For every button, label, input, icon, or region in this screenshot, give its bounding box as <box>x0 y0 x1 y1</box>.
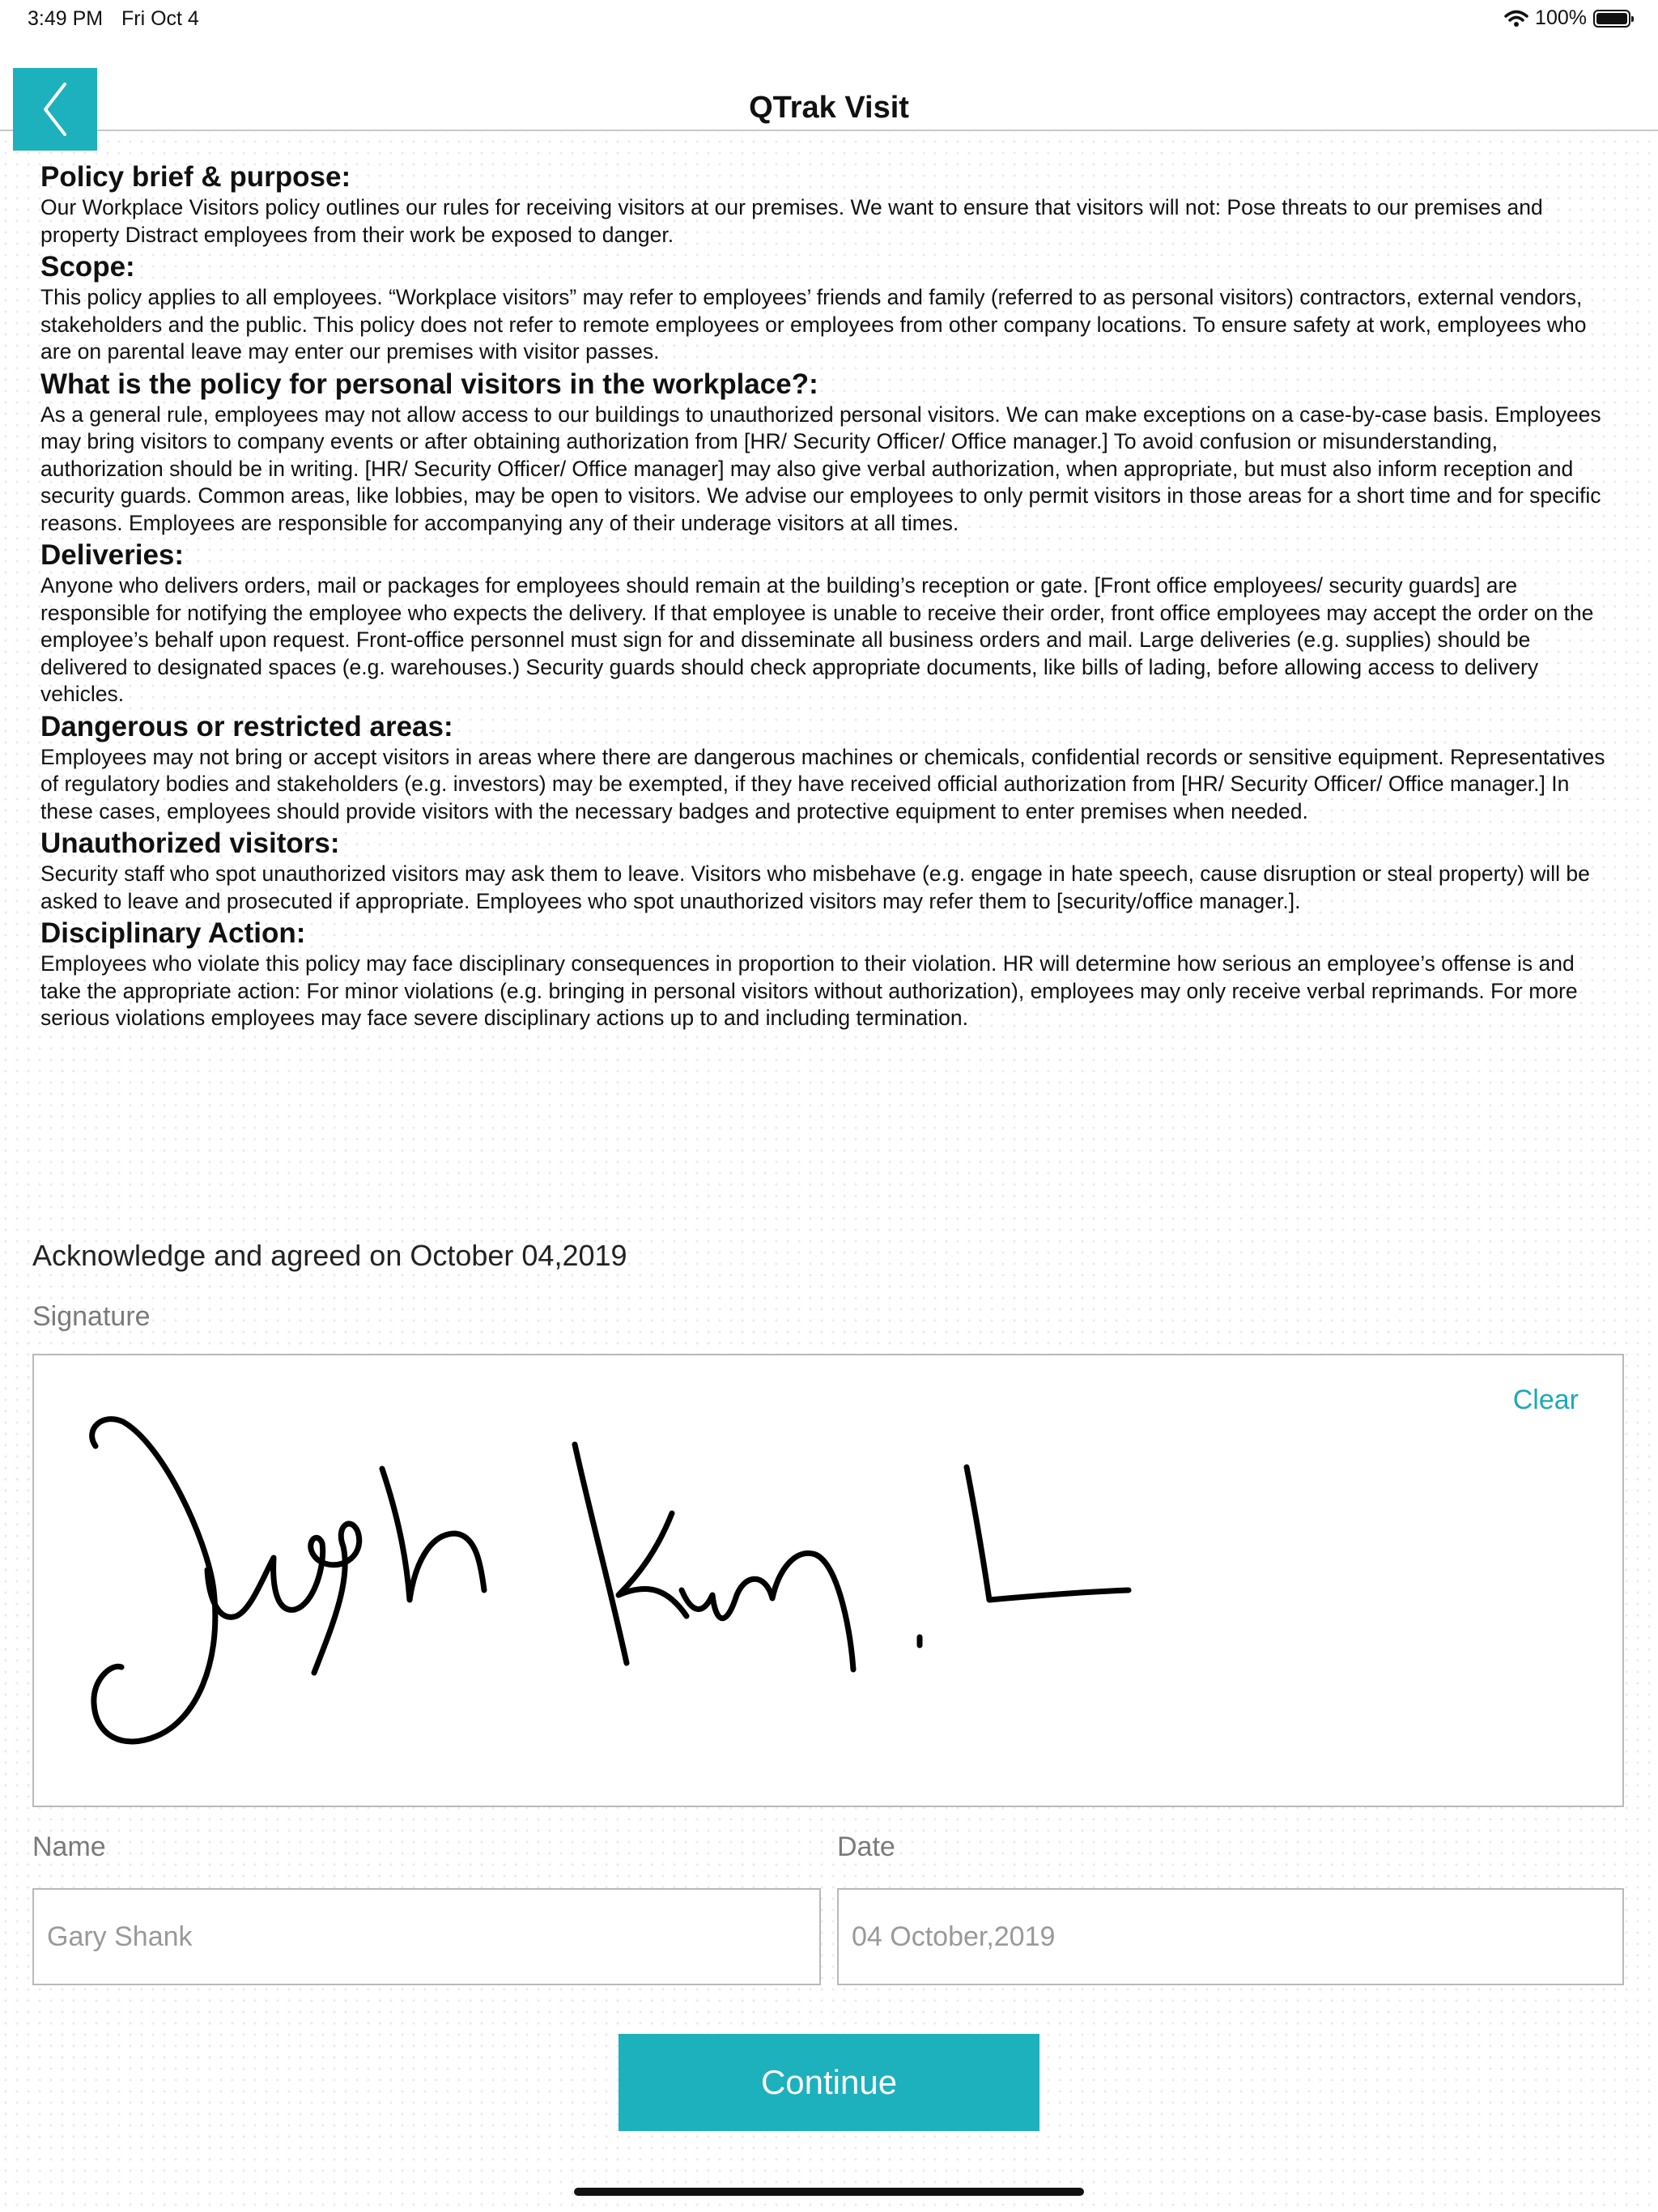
section-body: Employees who violate this policy may face disciplinary consequences in proportion to their violation. HR will determine how serious an employee’s offense is and take the appropriate action: For minor violations (e.g. bringing in personal visitors without authorization), employees may only receive verbal reprimands. For more serious violations employees may face severe disciplinary actions up to and including termination. <box>40 951 1578 1030</box>
section-heading: What is the policy for personal visitors in the workplace?: <box>40 368 818 400</box>
name-label: Name <box>32 1831 106 1862</box>
continue-button[interactable]: Continue <box>619 2034 1039 2131</box>
date-field[interactable]: 04 October,2019 <box>837 1888 1624 1985</box>
signature-label: Signature <box>32 1301 151 1332</box>
section-heading: Unauthorized visitors: <box>40 827 340 859</box>
status-time: 3:49 PM <box>28 7 104 30</box>
signature-drawing <box>34 1355 1622 1806</box>
page-title: QTrak Visit <box>749 91 909 125</box>
battery-icon <box>1593 10 1630 28</box>
wifi-icon <box>1504 10 1528 28</box>
section-body: As a general rule, employees may not allow access to our buildings to unauthorized personal visitors. We can make exceptions on a case-by-case basis. Employees may bring visitors to company events or after obtaining authorization from [HR/ Security Officer/ Office manager.] To avoid confusion or misunderstanding, authorization should be in writing. [HR/ Security Officer/ Office manager] may also give verbal authorization, when appropriate, but must also inform reception and security guards. Common areas, like lobbies, may be open to visitors. We advise our employees to only permit visitors in those areas for a short time and for specific reasons. Employees are responsible for accompanying any of their underage visitors at all times. <box>40 402 1601 535</box>
section-heading: Dangerous or restricted areas: <box>40 710 453 742</box>
signature-pad[interactable] <box>32 1354 1624 1807</box>
status-date: Fri Oct 4 <box>121 7 199 30</box>
section-heading: Scope: <box>40 251 135 283</box>
section-body: Employees may not bring or accept visitors in areas where there are dangerous machines or chemicals, confidential records or sensitive equipment. Representatives of regulatory bodies and stakeholders (e.g. investors) may be exempted, if they have received official authorization from [HR/ Security Officer/ Office manager.] In these cases, employees should provide visitors with the necessary badges and protective equipment to enter premises when needed. <box>40 744 1605 823</box>
status-right <box>1504 6 1630 30</box>
date-label: Date <box>837 1831 895 1862</box>
section-body: This policy applies to all employees. “Workplace visitors” may refer to employees’ friends and family (referred to as personal visitors) contractors, external vendors, stakeholders and the public. This policy does not refer to remote employees or employees from other company locations. To ensure safety at work, employees who are on parental leave may enter our premises with visitor passes. <box>40 285 1587 364</box>
section-body: Security staff who spot unauthorized visitors may ask them to leave. Visitors who misbehave (e.g. engage in hate speech, cause disruption or steal property) will be asked to leave and prosecuted if appropriate. Employees who spot unauthorized visitors may refer them to [security/office manager.]. <box>40 861 1590 913</box>
acknowledgement-text: Acknowledge and agreed on October 04,2019 <box>32 1239 627 1272</box>
section-heading: Deliveries: <box>40 539 185 571</box>
section-body: Our Workplace Visitors policy outlines our rules for receiving visitors at our premises. We want to ensure that visitors will not: Pose threats to our premises and property Distract employees from their work be exposed to danger. <box>40 195 1543 247</box>
nav-bar <box>0 37 1658 131</box>
section-heading: Disciplinary Action: <box>40 917 306 949</box>
battery-percent: 100% <box>1535 6 1587 29</box>
name-field[interactable]: Gary Shank <box>32 1888 821 1985</box>
clear-button[interactable]: Clear <box>1512 1385 1579 1415</box>
section-body: Anyone who delivers orders, mail or packages for employees should remain at the building’s reception or gate. [Front office employees/ security guards] are responsible for notifying the employee who expects the delivery. If that employee is unable to receive their order, front office employees may accept the order on the employee’s behalf upon request. Front-office personnel must sign for and disseminate all business orders and mail. Large deliveries (e.g. supplies) should be delivered to designated spaces (e.g. warehouses.) Security guards should check appropriate documents, like bills of lading, before allowing access to delivery vehicles. <box>40 573 1594 706</box>
home-indicator[interactable] <box>574 2188 1084 2196</box>
section-heading: Policy brief & purpose: <box>40 161 351 193</box>
policy-text <box>40 160 1619 1034</box>
status-bar <box>0 0 1658 37</box>
